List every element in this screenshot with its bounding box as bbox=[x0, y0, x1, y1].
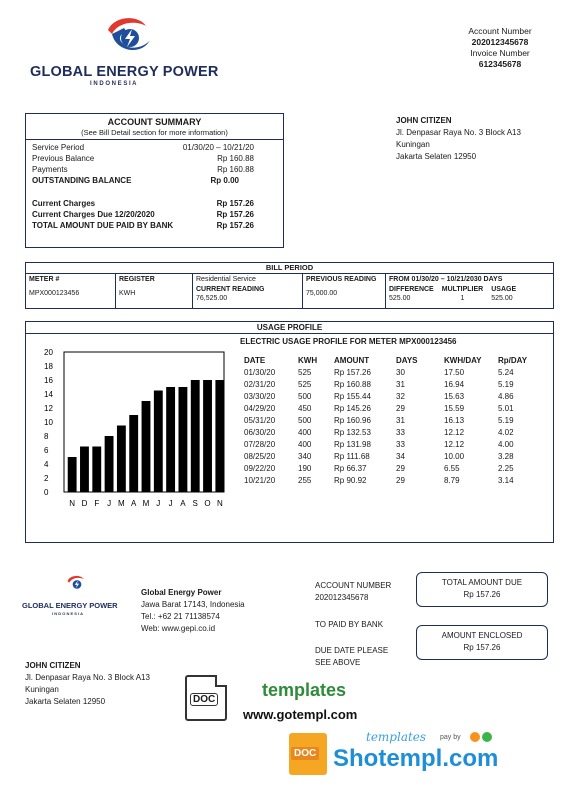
usage-table-cell: 05/31/20 bbox=[244, 416, 276, 425]
remit-account bbox=[315, 580, 391, 604]
usage-table-cell: 17.50 bbox=[444, 368, 465, 377]
account-number-value: 202012345678 bbox=[471, 37, 529, 47]
watermark-templates-text: templates bbox=[262, 680, 347, 700]
remit-account-label: ACCOUNT NUMBER bbox=[315, 581, 392, 590]
usage-table-header bbox=[244, 355, 533, 367]
x-tick-label: N bbox=[69, 499, 76, 508]
usage-table-cell: 400 bbox=[298, 440, 312, 449]
invoice-number-label: Invoice Number bbox=[470, 48, 530, 58]
usage-table-cell: 32 bbox=[396, 392, 405, 401]
usage-table-cell: 31 bbox=[396, 380, 405, 389]
customer-address bbox=[396, 115, 521, 163]
y-tick-label: 6 bbox=[44, 446, 49, 455]
y-tick-label: 20 bbox=[44, 348, 53, 357]
amount-enclosed-box[interactable] bbox=[416, 625, 548, 660]
summary-row: Service Period 01/30/20 – 10/21/20 bbox=[32, 143, 254, 152]
account-summary-box bbox=[25, 113, 284, 248]
due-date-line: DUE DATE PLEASE bbox=[315, 646, 389, 655]
footer-customer-address bbox=[25, 660, 150, 708]
summary-row: Current Charges Due 12/20/2020 Rp 157.26 bbox=[32, 210, 254, 219]
logo-mark-icon bbox=[100, 12, 160, 62]
invoice-number-value: 612345678 bbox=[478, 59, 522, 69]
usage-bar bbox=[154, 391, 163, 493]
usage-table-cell: 10/21/20 bbox=[244, 476, 276, 485]
x-tick-label: N bbox=[216, 499, 223, 508]
company-name: Global Energy Power bbox=[141, 588, 222, 597]
bitcoin-icon bbox=[470, 732, 480, 742]
company-address: Jawa Barat 17143, Indonesia bbox=[141, 600, 245, 609]
customer-address-line: Jakarta Selaten 12950 bbox=[396, 152, 477, 161]
header-account-info bbox=[455, 26, 545, 70]
usage-table-cell: 06/30/20 bbox=[244, 428, 276, 437]
company-contact bbox=[141, 587, 245, 635]
previous-reading-label: PREVIOUS READING bbox=[306, 276, 377, 283]
summary-row: Previous Balance Rp 160.88 bbox=[32, 154, 254, 163]
usage-table-cell: 400 bbox=[298, 428, 312, 437]
coin-icon bbox=[482, 732, 492, 742]
bill-period-box bbox=[25, 262, 554, 309]
x-tick-label: J bbox=[156, 499, 161, 508]
summary-row: Payments Rp 160.88 bbox=[32, 165, 254, 174]
footer-logo-subtitle: I N D O N E S I A bbox=[52, 611, 83, 616]
customer-name: JOHN CITIZEN bbox=[396, 116, 452, 125]
company-website: Web: www.gepi.co.id bbox=[141, 624, 216, 633]
logo-subtitle: I N D O N E S I A bbox=[90, 81, 137, 87]
usage-table-cell: 12.12 bbox=[444, 428, 465, 437]
total-due-value: Rp 157.26 bbox=[463, 590, 501, 599]
register-value: KWH bbox=[119, 290, 136, 297]
account-summary-subtitle: (See Bill Detail section for more information) bbox=[26, 128, 283, 140]
column-header: DATE bbox=[244, 356, 266, 365]
usage-table-cell: 08/25/20 bbox=[244, 452, 276, 461]
summary-row: Current Charges Rp 157.26 bbox=[32, 199, 254, 208]
multiplier-label: MULTIPLIER bbox=[441, 286, 484, 293]
usage-bar bbox=[215, 380, 224, 492]
usage-bar bbox=[129, 415, 138, 492]
usage-table-cell: 5.19 bbox=[498, 380, 514, 389]
customer-address-line: Kuningan bbox=[396, 140, 430, 149]
usage-table-cell: Rp 145.26 bbox=[334, 404, 371, 413]
previous-reading-value: 75,000.00 bbox=[306, 290, 338, 297]
usage-table bbox=[244, 355, 533, 487]
y-tick-label: 8 bbox=[44, 432, 49, 441]
usage-table-cell: Rp 66.37 bbox=[334, 464, 367, 473]
y-tick-label: 16 bbox=[44, 376, 53, 385]
usage-table-cell: 3.14 bbox=[498, 476, 514, 485]
shotempl-script-text: templates bbox=[366, 730, 427, 744]
usage-table-cell: 33 bbox=[396, 428, 405, 437]
column-header: KWH bbox=[298, 356, 318, 365]
usage-table-cell: 4.02 bbox=[498, 428, 514, 437]
account-number-label: Account Number bbox=[468, 26, 532, 36]
customer-address-line: Jakarta Selaten 12950 bbox=[25, 697, 106, 706]
due-date-note bbox=[315, 645, 388, 669]
usage-table-cell: 34 bbox=[396, 452, 405, 461]
logo-mark-icon bbox=[64, 572, 90, 596]
multiplier-value: 1 bbox=[460, 295, 465, 302]
total-due-box bbox=[416, 572, 548, 607]
paid-by-bank-label: TO PAID BY BANK bbox=[315, 620, 384, 629]
y-tick-label: 4 bbox=[44, 460, 49, 469]
usage-table-cell: 15.59 bbox=[444, 404, 465, 413]
x-tick-label: A bbox=[180, 499, 186, 508]
usage-table-row bbox=[244, 403, 533, 415]
usage-profile-subtitle: ELECTRIC USAGE PROFILE FOR METER MPX000123456 bbox=[240, 337, 457, 346]
footer-logo-name: GLOBAL ENERGY POWER bbox=[22, 601, 118, 610]
difference-label: DIFFERENCE bbox=[389, 286, 434, 293]
usage-table-cell: 29 bbox=[396, 464, 405, 473]
company-phone: Tel.: +62 21 71138574 bbox=[141, 612, 220, 621]
usage-table-cell: 4.86 bbox=[498, 392, 514, 401]
usage-table-cell: 500 bbox=[298, 392, 312, 401]
total-due-label: TOTAL AMOUNT DUE bbox=[441, 578, 523, 587]
period-range-label: FROM 01/30/20 – 10/21/2030 DAYS bbox=[389, 276, 503, 283]
footer-logo bbox=[64, 572, 90, 596]
usage-table-cell: 500 bbox=[298, 416, 312, 425]
amount-enclosed-label: AMOUNT ENCLOSED bbox=[441, 631, 523, 640]
usage-table-cell: Rp 132.53 bbox=[334, 428, 371, 437]
bill-period-title: BILL PERIOD bbox=[26, 263, 553, 274]
y-tick-label: 0 bbox=[44, 488, 49, 497]
usage-bar bbox=[166, 387, 175, 492]
x-tick-label: M bbox=[142, 499, 150, 508]
usage-bar bbox=[92, 447, 101, 493]
amount-enclosed-value: Rp 157.26 bbox=[463, 643, 501, 652]
usage-profile-title: USAGE PROFILE bbox=[26, 322, 553, 334]
watermark-url[interactable]: www.gotempl.com bbox=[243, 707, 358, 722]
usage-table-cell: 3.28 bbox=[498, 452, 514, 461]
usage-table-cell: 04/29/20 bbox=[244, 404, 276, 413]
usage-table-cell: 29 bbox=[396, 476, 405, 485]
usage-table-cell: 6.55 bbox=[444, 464, 460, 473]
usage-table-cell: 07/28/20 bbox=[244, 440, 276, 449]
usage-table-cell: 525 bbox=[298, 368, 312, 377]
usage-table-row bbox=[244, 415, 533, 427]
usage-label: USAGE bbox=[491, 286, 517, 293]
usage-bar bbox=[203, 380, 212, 492]
usage-table-cell: 02/31/20 bbox=[244, 380, 276, 389]
usage-bar bbox=[68, 457, 77, 492]
usage-table-cell: 12.12 bbox=[444, 440, 465, 449]
doc-file-icon-corner bbox=[215, 675, 227, 687]
usage-table-row bbox=[244, 439, 533, 451]
current-reading-label: CURRENT READING bbox=[196, 286, 265, 293]
account-summary-title: ACCOUNT SUMMARY bbox=[107, 117, 202, 127]
summary-row: TOTAL AMOUNT DUE PAID BY BANK Rp 157.26 bbox=[32, 221, 254, 230]
y-tick-label: 12 bbox=[44, 404, 53, 413]
usage-bar bbox=[178, 387, 187, 492]
x-tick-label: A bbox=[131, 499, 137, 508]
customer-address-line: Kuningan bbox=[25, 685, 59, 694]
remit-account-value: 202012345678 bbox=[315, 593, 369, 602]
usage-table-cell: 5.24 bbox=[498, 368, 514, 377]
customer-address-line: Jl. Denpasar Raya No. 3 Block A13 bbox=[25, 673, 150, 682]
usage-table-cell: 5.19 bbox=[498, 416, 514, 425]
usage-table-cell: Rp 160.88 bbox=[334, 380, 371, 389]
due-date-line: SEE ABOVE bbox=[315, 658, 361, 667]
usage-table-row bbox=[244, 475, 533, 487]
usage-table-cell: 16.13 bbox=[444, 416, 465, 425]
x-tick-label: D bbox=[81, 499, 88, 508]
usage-table-cell: 29 bbox=[396, 404, 405, 413]
usage-table-cell: 340 bbox=[298, 452, 312, 461]
usage-table-cell: 2.25 bbox=[498, 464, 514, 473]
usage-table-cell: Rp 155.44 bbox=[334, 392, 371, 401]
usage-table-row bbox=[244, 427, 533, 439]
usage-bar bbox=[117, 426, 126, 493]
usage-table-cell: 33 bbox=[396, 440, 405, 449]
current-reading-value: 76,525.00 bbox=[196, 295, 228, 302]
y-tick-label: 14 bbox=[44, 390, 53, 399]
shotempl-brand[interactable]: Shotempl.com bbox=[333, 745, 499, 772]
usage-value: 525.00 bbox=[491, 295, 513, 302]
usage-table-cell: 01/30/20 bbox=[244, 368, 276, 377]
y-tick-label: 18 bbox=[44, 362, 53, 371]
usage-bar bbox=[80, 447, 89, 493]
usage-bar bbox=[142, 401, 151, 492]
difference-value: 525.00 bbox=[389, 295, 411, 302]
shotempl-doc-label: DOC bbox=[291, 747, 319, 760]
pay-by-label: pay by bbox=[440, 734, 461, 741]
column-header: DAYS bbox=[396, 356, 418, 365]
column-header: Rp/DAY bbox=[498, 356, 528, 365]
usage-bar bbox=[105, 436, 114, 492]
shotempl-doc-icon bbox=[289, 733, 327, 775]
x-tick-label: O bbox=[204, 499, 211, 508]
x-tick-label: J bbox=[107, 499, 112, 508]
usage-table-cell: 16.94 bbox=[444, 380, 465, 389]
usage-table-cell: 09/22/20 bbox=[244, 464, 276, 473]
usage-table-cell: 255 bbox=[298, 476, 312, 485]
usage-table-cell: 30 bbox=[396, 368, 405, 377]
usage-bar-chart bbox=[30, 340, 230, 520]
usage-table-row bbox=[244, 391, 533, 403]
doc-file-icon bbox=[185, 675, 227, 721]
usage-table-cell: Rp 90.92 bbox=[334, 476, 367, 485]
usage-table-cell: 31 bbox=[396, 416, 405, 425]
column-header: KWH/DAY bbox=[444, 356, 482, 365]
usage-table-cell: 15.63 bbox=[444, 392, 465, 401]
usage-table-row bbox=[244, 451, 533, 463]
usage-table-row bbox=[244, 463, 533, 475]
usage-table-cell: 03/30/20 bbox=[244, 392, 276, 401]
summary-row: OUTSTANDING BALANCE Rp 0.00 bbox=[32, 176, 239, 185]
x-tick-label: F bbox=[94, 499, 100, 508]
usage-table-cell: Rp 111.68 bbox=[334, 452, 370, 461]
usage-table-cell: 450 bbox=[298, 404, 312, 413]
x-tick-label: M bbox=[118, 499, 125, 508]
usage-table-cell: Rp 160.96 bbox=[334, 416, 371, 425]
company-logo bbox=[100, 12, 160, 62]
x-tick-label: S bbox=[192, 499, 198, 508]
y-tick-label: 10 bbox=[44, 418, 53, 427]
meter-label: METER # bbox=[29, 276, 60, 283]
y-tick-label: 2 bbox=[44, 474, 49, 483]
usage-table-cell: 8.79 bbox=[444, 476, 460, 485]
usage-table-cell: 525 bbox=[298, 380, 312, 389]
column-header: AMOUNT bbox=[334, 356, 370, 365]
usage-table-cell: 10.00 bbox=[444, 452, 465, 461]
usage-bar bbox=[191, 380, 200, 492]
usage-table-cell: 4.00 bbox=[498, 440, 514, 449]
customer-name: JOHN CITIZEN bbox=[25, 661, 81, 670]
x-tick-label: J bbox=[168, 499, 173, 508]
logo-name: GLOBAL ENERGY POWER bbox=[30, 64, 219, 80]
usage-table-row bbox=[244, 379, 533, 391]
usage-table-row bbox=[244, 367, 533, 379]
meter-value: MPX000123456 bbox=[29, 290, 80, 297]
service-label: Residential Service bbox=[196, 276, 256, 283]
register-label: REGISTER bbox=[119, 276, 155, 283]
usage-table-cell: 190 bbox=[298, 464, 312, 473]
usage-table-cell: 5.01 bbox=[498, 404, 514, 413]
usage-table-cell: Rp 157.26 bbox=[334, 368, 371, 377]
doc-file-icon-label: DOC bbox=[190, 693, 218, 706]
customer-address-line: Jl. Denpasar Raya No. 3 Block A13 bbox=[396, 128, 521, 137]
usage-table-cell: Rp 131.98 bbox=[334, 440, 371, 449]
